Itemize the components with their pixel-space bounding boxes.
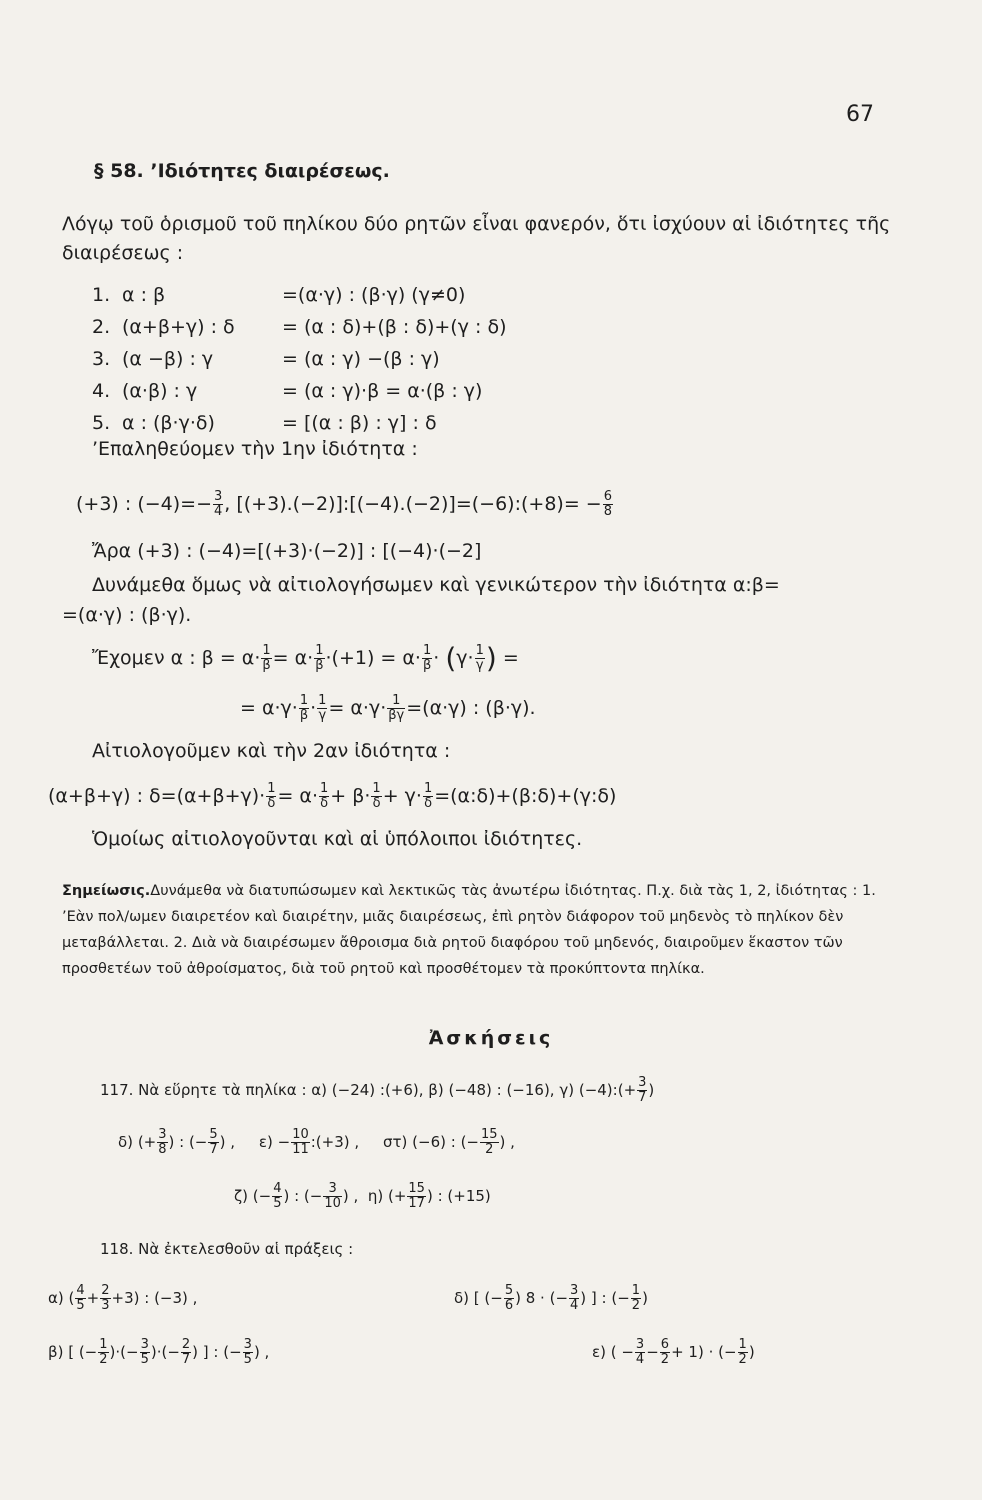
exercise-text: ) , <box>499 1133 515 1151</box>
exercise-text: ) , <box>219 1133 236 1151</box>
property-5 <box>92 407 506 439</box>
exercise-text: β) [ (− <box>48 1343 98 1361</box>
denominator: β <box>315 658 324 673</box>
numerator: 3 <box>243 1337 252 1352</box>
exercise-text: (+ <box>137 1133 157 1151</box>
numerator: 1 <box>738 1337 747 1352</box>
fraction <box>738 1338 748 1367</box>
denominator: 5 <box>140 1352 149 1367</box>
exercise-118-b <box>48 1338 269 1367</box>
numerator: 5 <box>504 1283 514 1298</box>
property-number: 5. <box>92 412 111 434</box>
denominator: 7 <box>209 1142 218 1157</box>
numerator: 2 <box>101 1283 110 1298</box>
exercise-text: ) : (− <box>168 1133 208 1151</box>
justify-line-2: =(α·γ) : (β·γ). <box>62 604 192 626</box>
derivation-line-1: Ἔχομεν α : β = α· $\frac{1}{\beta}$ = α· $\frac{1}{\beta}$ ·(+1) = α· $\frac{1}{\beta}$ · (γ· $\frac{1}{\gamma}$ ) = <box>92 641 519 675</box>
eq-text: (+3) : (−4)=− <box>76 493 212 515</box>
derivation-line-3 <box>48 782 616 811</box>
denominator: 17 <box>408 1196 425 1211</box>
property-lhs: α : (β·γ·δ) <box>122 412 215 434</box>
property-lhs: (α·β) : γ <box>122 380 198 402</box>
fraction <box>637 1076 647 1105</box>
denominator: β <box>299 708 309 723</box>
numerator: 15 <box>408 1181 425 1196</box>
fraction <box>317 694 327 723</box>
numerator: 3 <box>158 1127 167 1142</box>
eq-text: ·(+1) = α· <box>325 647 421 669</box>
property-3 <box>92 343 506 375</box>
exercise-text: 117. Νὰ εὕρητε τὰ πηλίκα : α) (−24) :(+6), β) (−48) : (−16), γ) (−4): <box>100 1081 618 1099</box>
numerator: 1 <box>422 643 432 658</box>
denominator: 2 <box>738 1352 747 1367</box>
exercise-text: − <box>646 1343 659 1361</box>
numerator: 1 <box>315 643 324 658</box>
numerator: 1 <box>631 1283 641 1298</box>
exercise-text: δ) <box>118 1133 134 1151</box>
note-text: Δυνάμεθα νὰ διατυπώσωμεν καὶ λεκτικῶς τὰς ἀνωτέρω ἰδιότητας. Π.χ. διὰ τὰς 1, 2, ἰδιότητας : 1. ’Εὰν πολ/ωμεν διαιρετέον καὶ διαιρέτην, μιᾶς διαιρέσεως, ἐπὶ ρητὸν διάφορον τοῦ μηδενὸς τὸ πηλίκον δὲν μεταβάλλεται. 2. Διὰ νὰ διαιρέσωμεν ἄθροισμα διὰ ρητοῦ διαφόρου τοῦ μηδενός, διαιροῦμεν ἕκαστον τῶν προσθετέων τοῦ ἀθροίσματος, διὰ τοῦ ρητοῦ καὶ προσθέτομεν τὰ προκύπτοντα πηλίκα. <box>62 883 876 977</box>
property-lhs: α : β <box>122 284 166 306</box>
denominator: δ <box>372 796 381 811</box>
fraction <box>475 644 485 673</box>
eq-text: + γ· <box>382 785 422 807</box>
denominator: β <box>422 658 432 673</box>
exercise-117 <box>100 1076 654 1105</box>
exercise-text: ) ] : (− <box>580 1289 630 1307</box>
numerator: 1 <box>387 694 405 709</box>
fraction <box>660 1338 670 1367</box>
justify-line-1: Δυνάμεθα ὅμως νὰ αἰτιολογήσωμεν καὶ γενικώτερον τὴν ἰδιότητα α:β= <box>92 574 780 596</box>
property-rhs: = (α : δ)+(β : δ)+(γ : δ) <box>282 316 507 338</box>
fraction <box>323 1182 342 1211</box>
property-1 <box>92 279 506 311</box>
exercise-text: ζ) (− <box>234 1187 272 1205</box>
denominator: 3 <box>101 1298 110 1313</box>
fraction <box>181 1338 191 1367</box>
numerator: 10 <box>292 1127 309 1142</box>
denominator: δ <box>320 796 329 811</box>
exercises-title: Ἀσκήσεις <box>428 1027 554 1049</box>
exercise-117-row-3 <box>234 1182 491 1211</box>
fraction <box>387 694 405 723</box>
exercise-text: στ) (−6) : (− <box>383 1133 479 1151</box>
denominator: 8 <box>603 504 612 519</box>
exercise-text: ε) ( − <box>592 1343 634 1361</box>
numerator: 1 <box>267 781 276 796</box>
property-4 <box>92 375 506 407</box>
numerator: 3 <box>635 1337 645 1352</box>
denominator: β <box>262 658 271 673</box>
denominator: δ <box>424 796 433 811</box>
denominator: 2 <box>660 1352 670 1367</box>
numerator: 1 <box>320 781 329 796</box>
denominator: 5 <box>243 1352 252 1367</box>
denominator: 4 <box>635 1352 645 1367</box>
denominator: 2 <box>631 1298 641 1313</box>
numerator: 1 <box>262 643 271 658</box>
denominator: 4 <box>214 504 223 519</box>
denominator: γ <box>318 708 327 723</box>
numerator: 1 <box>475 643 484 658</box>
numerator: 15 <box>480 1127 498 1142</box>
fraction <box>272 1182 282 1211</box>
property-number: 2. <box>92 316 111 338</box>
exercise-text: (+ <box>617 1081 637 1099</box>
eq-text: (α+β+γ) : δ=(α+β+γ)· <box>48 785 266 807</box>
fraction <box>208 1128 218 1157</box>
numerator: 4 <box>273 1181 282 1196</box>
exercise-text: δ) [ (− <box>454 1289 503 1307</box>
eq-text: = α· <box>277 785 318 807</box>
exercise-117-row-2 <box>118 1128 515 1157</box>
fraction <box>140 1338 150 1367</box>
fraction <box>157 1128 167 1157</box>
exercise-text: α) ( <box>48 1289 75 1307</box>
numerator: 3 <box>638 1075 647 1090</box>
eq-text: Ἔχομεν α : β = α· <box>92 647 261 669</box>
page-number: 67 <box>846 102 874 127</box>
eq-text: =(α·γ) : (β·γ). <box>406 697 536 719</box>
fraction <box>299 694 309 723</box>
denominator: 5 <box>76 1298 85 1313</box>
exercise-text: ε) − <box>258 1133 291 1151</box>
property-number: 4. <box>92 380 111 402</box>
numerator: 5 <box>209 1127 218 1142</box>
exercise-text: ) <box>642 1289 648 1307</box>
denominator: 2 <box>99 1352 108 1367</box>
property-rhs: = (α : γ)·β = α·(β : γ) <box>282 380 483 402</box>
exercise-text: )·(− <box>109 1343 139 1361</box>
numerator: 1 <box>372 781 381 796</box>
fraction <box>261 644 271 673</box>
numerator: 1 <box>318 693 327 708</box>
denominator: 4 <box>570 1298 579 1313</box>
derivation-line-2 <box>240 694 536 723</box>
fraction <box>98 1338 108 1367</box>
denominator: δ <box>267 796 276 811</box>
exercise-text: + 1) · (− <box>671 1343 737 1361</box>
note-label: Σημείωσις. <box>62 883 151 899</box>
verify-line: ’Επαληθεύομεν τὴν 1ην ἰδιότητα : <box>92 438 418 460</box>
fraction <box>75 1284 85 1313</box>
numerator: 3 <box>140 1337 149 1352</box>
fraction <box>213 490 223 519</box>
eq-text: γ· <box>456 647 474 669</box>
denominator: 11 <box>292 1142 309 1157</box>
exercise-text: ) : (− <box>283 1187 323 1205</box>
denominator: 6 <box>504 1298 514 1313</box>
fraction <box>635 1338 645 1367</box>
exercise-text: ) : (+15) <box>426 1187 491 1205</box>
similar-line: Ὁμοίως αἰτιολογοῦνται καὶ αἱ ὑπόλοιποι ἰδιότητες. <box>92 828 583 850</box>
fraction <box>291 1128 310 1157</box>
exercise-text: η) (+ <box>367 1187 407 1205</box>
eq-text: · <box>310 697 317 719</box>
exercise-118: 118. Νὰ ἐκτελεσθοῦν αἱ πράξεις : <box>100 1240 354 1258</box>
property-lhs: (α+β+γ) : δ <box>122 316 235 338</box>
numerator: 4 <box>76 1283 85 1298</box>
exercise-text: ) ] : (− <box>192 1343 242 1361</box>
fraction <box>422 644 432 673</box>
eq-text: =(α:δ)+(β:δ)+(γ:δ) <box>434 785 617 807</box>
numerator: 1 <box>299 693 309 708</box>
denominator: 8 <box>158 1142 167 1157</box>
denominator: 10 <box>324 1196 341 1211</box>
verification-equation <box>76 490 614 519</box>
property-rhs: =(α·γ) : (β·γ) (γ≠0) <box>282 284 466 306</box>
note-paragraph <box>62 878 892 982</box>
eq-text: = α· <box>272 647 314 669</box>
exercise-text: ) <box>648 1081 655 1099</box>
eq-text: = α·γ· <box>328 697 387 719</box>
fraction <box>504 1284 514 1313</box>
fraction <box>569 1284 579 1313</box>
property-lhs: (α −β) : γ <box>122 348 214 370</box>
numerator: 6 <box>603 489 612 504</box>
exercise-text: ) 8 · (− <box>515 1289 569 1307</box>
exercise-text: ) , <box>253 1343 270 1361</box>
fraction <box>319 782 329 811</box>
exercise-text: ) , <box>342 1187 359 1205</box>
therefore-line: Ἄρα (+3) : (−4)=[(+3)·(−2)] : [(−4)·(−2] <box>92 540 482 562</box>
exercise-text: + <box>86 1289 100 1307</box>
fraction <box>603 490 613 519</box>
denominator: 5 <box>273 1196 282 1211</box>
fraction <box>631 1284 641 1313</box>
numerator: 3 <box>570 1283 579 1298</box>
fraction <box>480 1128 499 1157</box>
exercise-text: )·(− <box>150 1343 180 1361</box>
exercise-text: :(+3) , <box>310 1133 360 1151</box>
exercise-text: ) <box>748 1343 755 1361</box>
property-number: 1. <box>92 284 111 306</box>
numerator: 2 <box>181 1337 191 1352</box>
property-rhs: = [(α : β) : γ] : δ <box>282 412 437 434</box>
numerator: 6 <box>660 1337 670 1352</box>
fraction <box>371 782 381 811</box>
denominator: γ <box>475 658 484 673</box>
section-title: § 58. ’Ιδιότητες διαιρέσεως. <box>94 160 390 182</box>
fraction <box>243 1338 253 1367</box>
eq-text: , [(+3).(−2)]:[(−4).(−2)]=(−6):(+8)= − <box>224 493 602 515</box>
exercise-118-a <box>48 1284 197 1313</box>
division-properties-list <box>92 279 506 439</box>
exercise-118-d <box>454 1284 648 1313</box>
intro-paragraph: Λόγῳ τοῦ ὁρισμοῦ τοῦ πηλίκου δύο ρητῶν εἶναι φανερόν, ὅτι ἰσχύουν αἱ ἰδιότητες τῆς διαιρέσεως : <box>62 213 891 264</box>
property-2 <box>92 311 506 343</box>
eq-text: + β· <box>330 785 371 807</box>
exercise-118-e <box>592 1338 755 1367</box>
denominator: βγ <box>388 708 405 723</box>
property-rhs: = (α : γ) −(β : γ) <box>282 348 440 370</box>
numerator: 3 <box>214 489 223 504</box>
fraction <box>423 782 433 811</box>
property-number: 3. <box>92 348 111 370</box>
denominator: 2 <box>485 1142 494 1157</box>
numerator: 3 <box>323 1182 342 1197</box>
verify2-line: Αἰτιολογοῦμεν καὶ τὴν 2αν ἰδιότητα : <box>92 740 451 762</box>
denominator: 7 <box>638 1090 647 1105</box>
exercise-text: +3) : (−3) , <box>111 1289 198 1307</box>
eq-text: = α·γ· <box>240 697 298 719</box>
fraction <box>407 1182 426 1211</box>
fraction <box>266 782 276 811</box>
fraction <box>314 644 324 673</box>
denominator: 7 <box>181 1352 191 1367</box>
numerator: 1 <box>99 1337 108 1352</box>
numerator: 1 <box>423 781 433 796</box>
eq-text: · <box>433 647 440 669</box>
fraction <box>100 1284 110 1313</box>
